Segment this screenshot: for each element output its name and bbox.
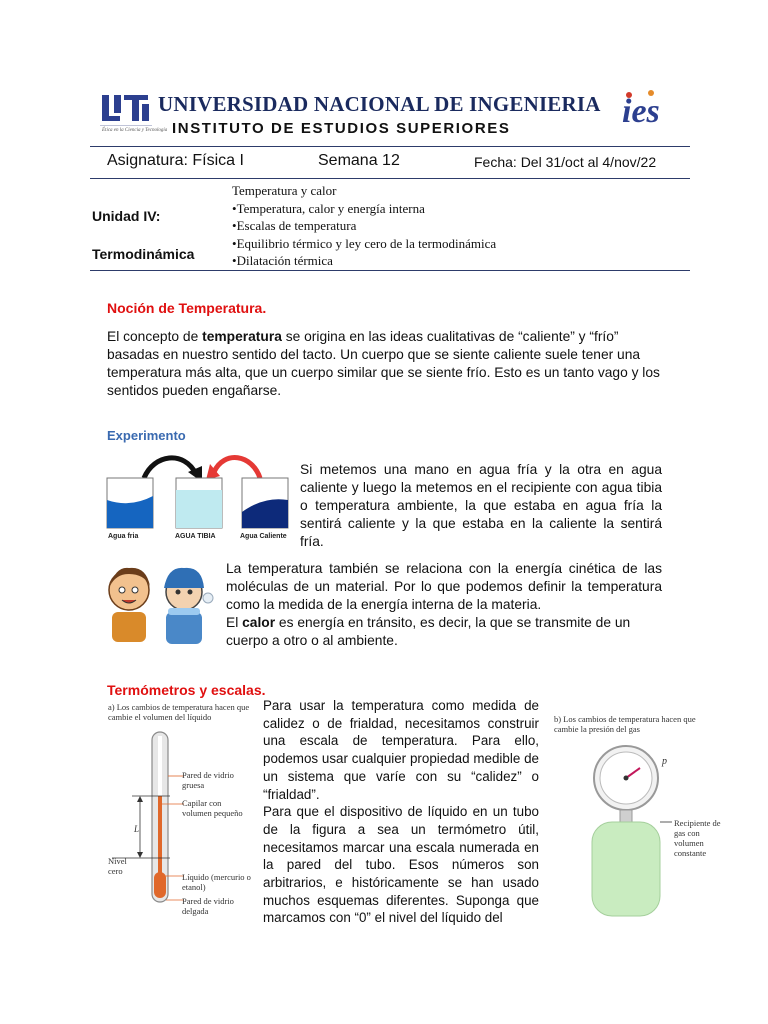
label-agua-tibia: AGUA TIBIA <box>175 533 216 540</box>
unit-topics <box>232 182 496 270</box>
termometros-text: Para usar la temperatura como medida de calidez o de frialdad, necesitamos construir una escala de temperatura. Para ello, podemos usar cualquier propiedad medible de un sistema que varíe con su “calidez” o “frialdad”. Para que el dispositivo de líquido en un tubo de la figura a sea un termómetro útil, necesitamos marcar una escala numerada en la pared del tubo. Esos números son arbitrarios, e históricamente se han usado muchos esquemas diferentes. Suponga que marcamos con “0” el nivel del líquido del <box>263 698 539 926</box>
university-title: UNIVERSIDAD NACIONAL DE INGENIERIA <box>158 92 601 116</box>
termometros-heading: Termómetros y escalas. <box>107 682 266 698</box>
hot-child-eye <box>119 587 125 593</box>
fig-b-caption: b) Los cambios de temperatura hacen que cambie la presión del gas <box>554 714 696 734</box>
uni-logo-caption: Ética en la Ciencia y Tecnología <box>102 128 168 133</box>
energia-text: La temperatura también se relaciona con la energía cinética de las moléculas de un material. Por lo que podemos definir la temperatura como la medida de la energía interna de la materia. El calor es energía en tránsito, es decir, la que se transmite de un cuerpo a otro o al ambiente. <box>226 561 662 648</box>
course-subject: Asignatura: Física I <box>107 152 244 169</box>
fig-a-caption: a) Los cambios de temperatura hacen que cambie el volumen del líquido <box>108 702 250 722</box>
gas-container-body <box>592 822 660 916</box>
thermometer-liquid <box>158 796 162 880</box>
ies-logo-text: ies <box>622 93 660 130</box>
institute-title: INSTITUTO DE ESTUDIOS SUPERIORES <box>172 120 511 137</box>
L-arrow-top <box>137 796 143 802</box>
course-divider <box>90 178 690 179</box>
L-label: L <box>134 824 140 834</box>
label-container: Recipiente de gas con volumen constante <box>674 818 721 858</box>
experimento-text: Si metemos una mano en agua fría y la otra en agua caliente y luego la metemos en el recipiente con agua tibia o temperatura ambiente, la que estaba en agua fría la sentirá caliente y la que estaba en la caliente la sentirá fría. <box>300 462 662 549</box>
unit-label: Unidad IV: <box>92 208 161 224</box>
label-liquid: Líquido (mercurio o etanol) <box>182 872 251 892</box>
label-agua-fria: Agua fria <box>108 533 139 540</box>
unit-name: Termodinámica <box>92 246 195 262</box>
header-divider <box>90 146 690 147</box>
cold-child-hat <box>164 568 204 588</box>
cold-child-coat <box>166 612 202 644</box>
label-wall-thick: Pared de vidrio gruesa <box>182 770 234 790</box>
red-arrow-icon <box>214 458 260 478</box>
hot-child-shirt <box>112 612 146 642</box>
experimento-heading: Experimento <box>107 428 186 443</box>
unit-divider <box>90 270 690 271</box>
course-week: Semana 12 <box>318 152 400 169</box>
cold-child-eye <box>176 590 181 595</box>
nocion-heading: Noción de Temperatura. <box>107 300 267 316</box>
cold-breath-icon <box>203 593 213 603</box>
topic-item: •Equilibrio térmico y ley cero de la termodinámica <box>232 235 497 251</box>
label-zero: Nivel cero <box>108 856 127 876</box>
ies-logo <box>620 90 680 134</box>
cold-child-eye-2 <box>188 590 193 595</box>
black-arrow-icon <box>144 458 196 478</box>
label-capillary: Capilar con volumen pequeño <box>182 798 243 818</box>
hot-child-eye-2 <box>132 587 138 593</box>
p-label: p <box>662 756 667 767</box>
calor-definition: El calor es energía en tránsito, es decir, la que se transmite de un cuerpo a otro o al ambiente. <box>226 615 631 648</box>
warm-water <box>176 490 222 528</box>
topic-item: •Temperatura, calor y energía interna <box>232 200 425 216</box>
kids-illustration <box>104 560 216 650</box>
label-wall-thin: Pared de vidrio delgada <box>182 896 234 916</box>
gauge-pivot <box>624 776 629 781</box>
topics-title: Temperatura y calor <box>232 183 337 198</box>
course-date: Fecha: Del 31/oct al 4/nov/22 <box>474 154 657 170</box>
experiment-illustration <box>104 452 290 542</box>
topic-item: •Dilatación térmica <box>232 253 333 269</box>
nocion-paragraph: El concepto de temperatura se origina en las ideas cualitativas de “caliente” y “frío” basadas en nuestro sentido del tacto. Un cuerpo que se siente caliente suele tener una temperatura más alta, que un cuerpo similar que se siente frío. Esto es un tanto vago y los sentidos pueden engañarse. <box>107 329 660 398</box>
topic-item: •Escalas de temperatura <box>232 218 357 234</box>
cold-child-scarf <box>168 608 200 615</box>
label-agua-caliente: Agua Caliente <box>240 533 287 540</box>
